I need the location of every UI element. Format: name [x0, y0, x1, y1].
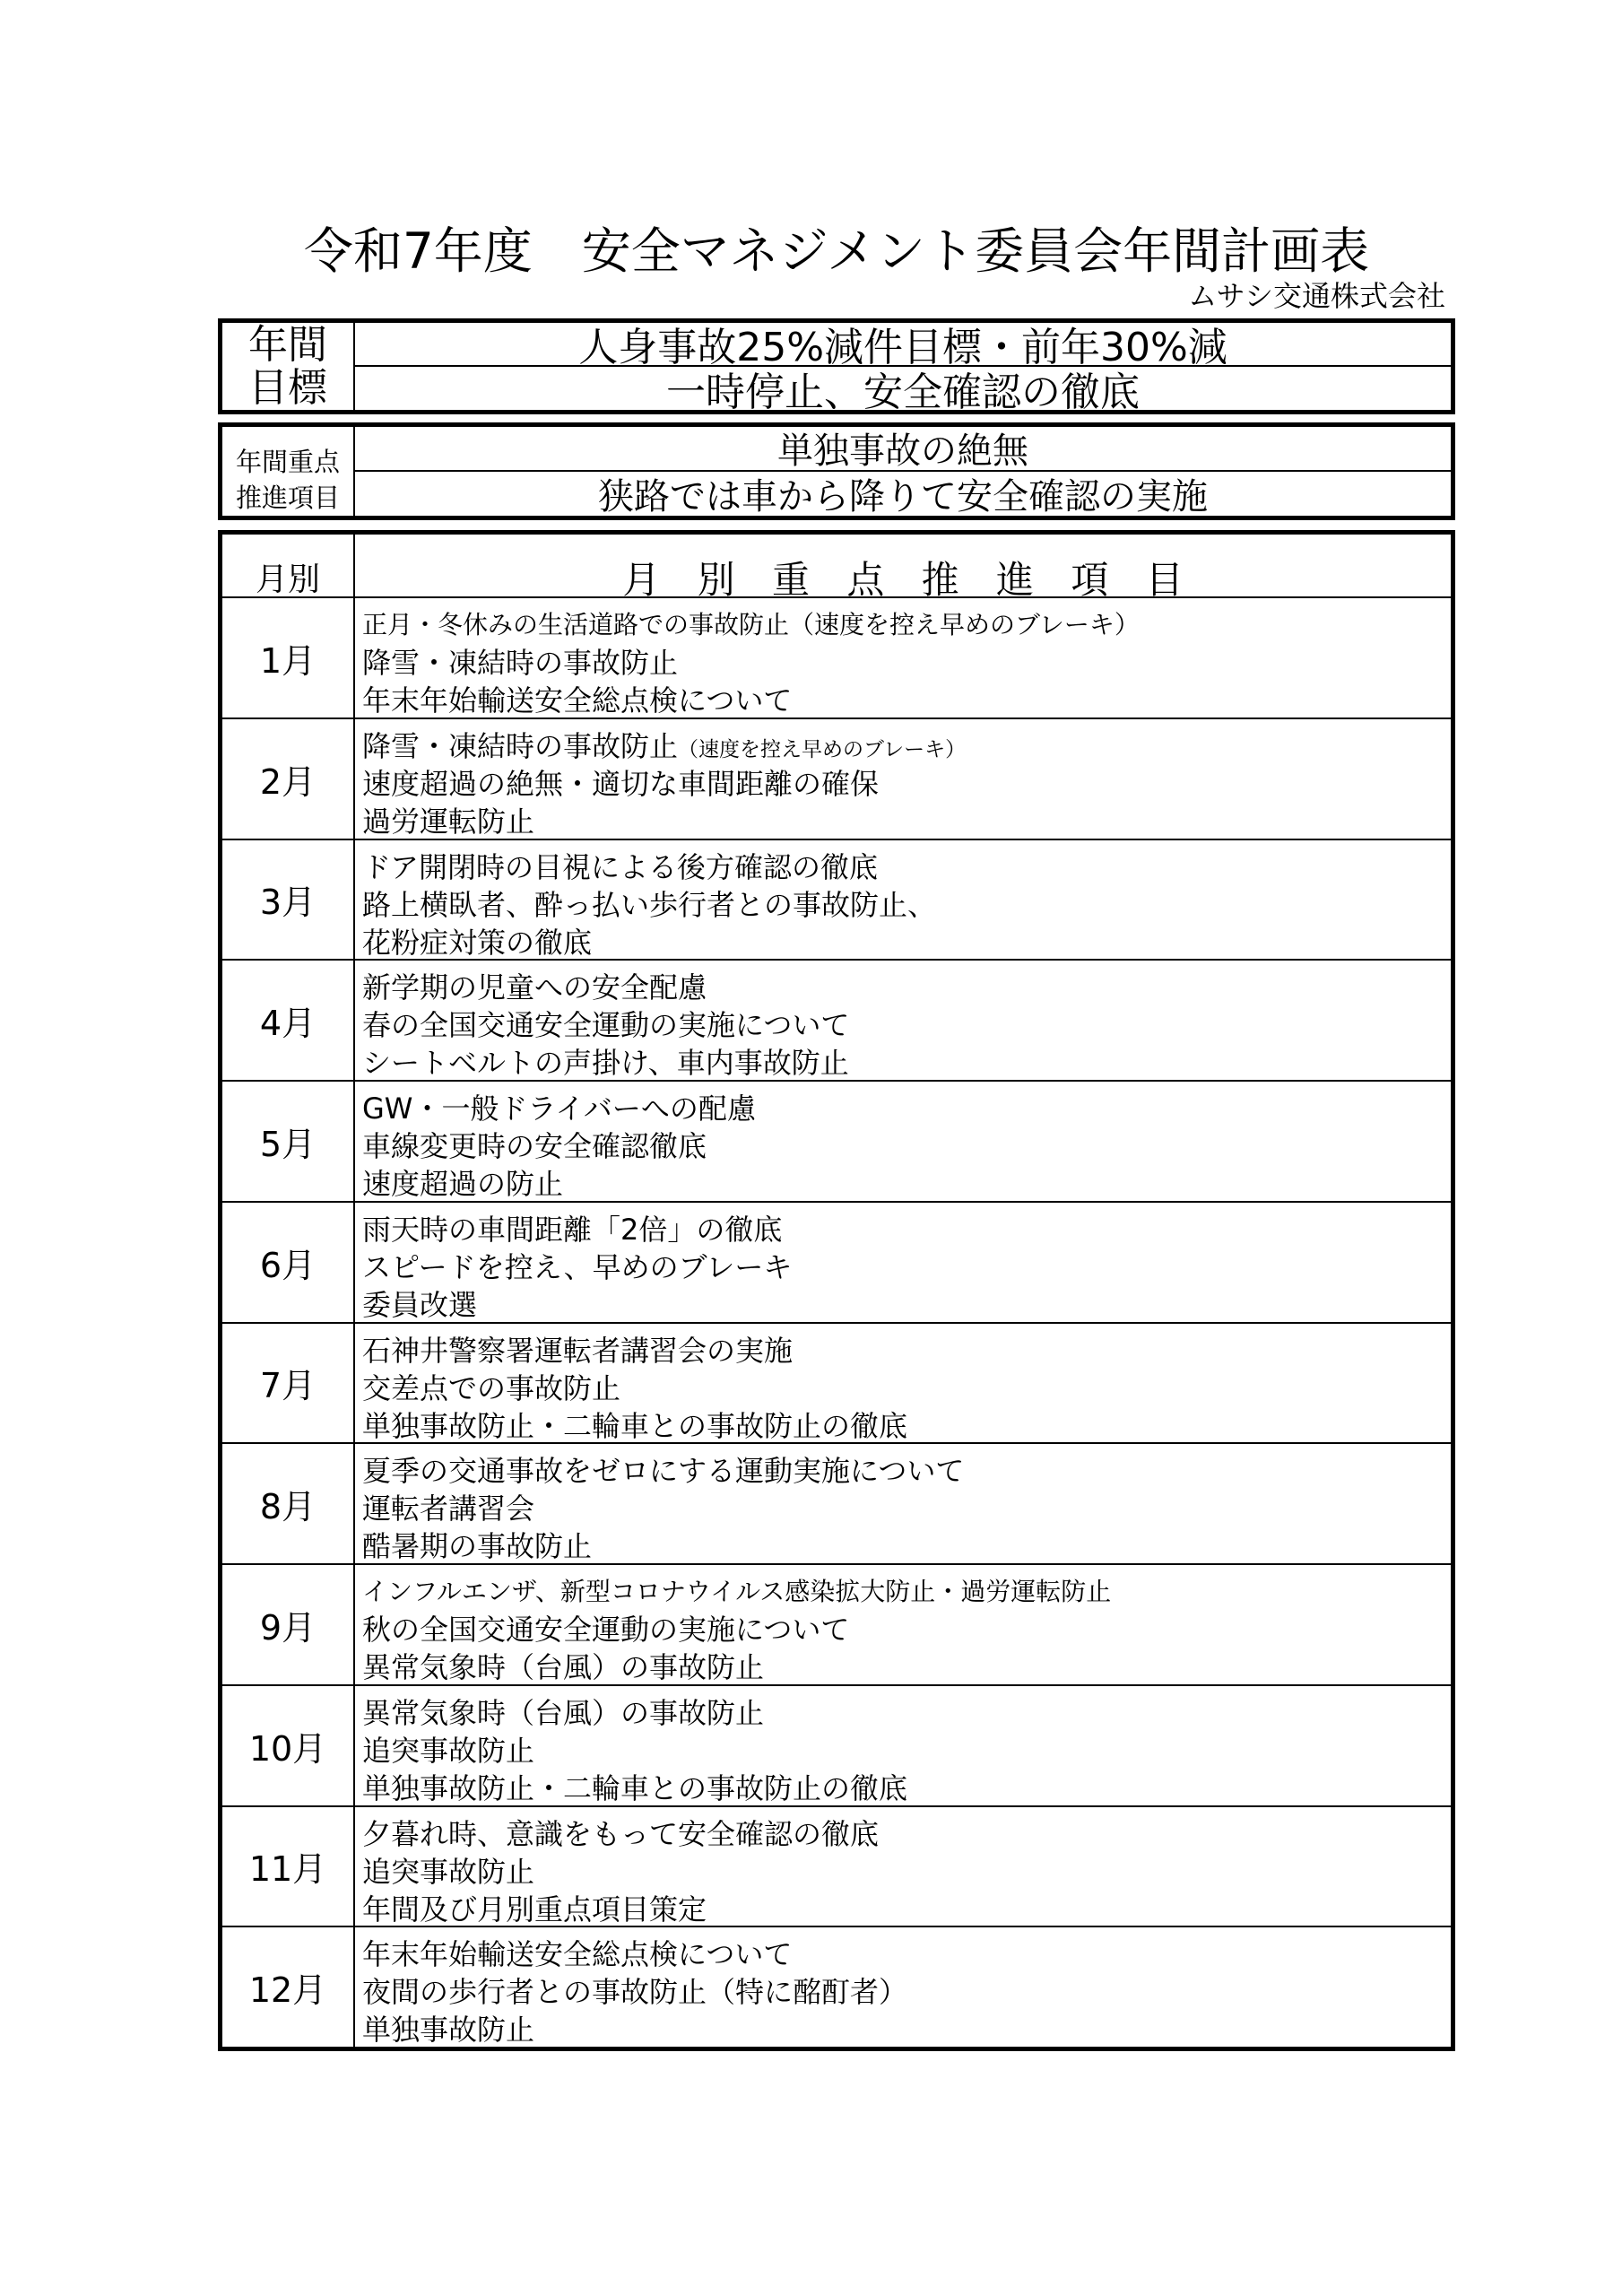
monthly-plan-header [222, 535, 1451, 602]
month-items [355, 1927, 1451, 2047]
month-row [222, 1686, 1451, 1807]
item-line: 車線変更時の安全確認徹底 [362, 1129, 707, 1163]
item-line: 単独事故防止・二輪車との事故防止の徹底 [362, 1770, 908, 1805]
month-items [355, 598, 1451, 718]
item-line: 路上横臥者、酔っ払い歩行者との事故防止、 [362, 887, 937, 922]
item-line: 夕暮れ時、意識をもって安全確認の徹底 [362, 1816, 880, 1851]
annual-priority-label [222, 427, 355, 516]
month-label: 7月 [222, 1324, 355, 1443]
page-title: 令和7年度 安全マネジメント委員会年間計画表 [303, 222, 1370, 280]
month-items [355, 719, 1451, 839]
month-items [355, 1444, 1451, 1563]
header-items-label: 月 別 重 点 推 進 項 目 [622, 557, 1184, 602]
month-label: 10月 [222, 1686, 355, 1805]
item-line: 単独事故防止・二輪車との事故防止の徹底 [362, 1408, 908, 1443]
item-line: 年末年始輸送安全総点検について [362, 683, 793, 718]
annual-goal-table [218, 318, 1455, 414]
month-label: 9月 [222, 1565, 355, 1684]
item-line: スピードを控え、早めのブレーキ [362, 1249, 793, 1284]
item-line: ドア開閉時の目視による後方確認の徹底 [362, 849, 879, 884]
item-line: 年末年始輸送安全総点検について [362, 1937, 793, 1972]
month-label: 4月 [222, 961, 355, 1080]
month-items [355, 1324, 1451, 1443]
month-label: 3月 [222, 840, 355, 960]
annual-goal-label-line: 目標 [248, 364, 327, 411]
item-line: 速度超過の防止 [362, 1167, 564, 1201]
annual-priority-label-line: 推進項目 [235, 482, 340, 513]
item-line-text: 降雪・凍結時の事故防止 [362, 728, 679, 763]
item-line: 秋の全国交通安全運動の実施について [362, 1613, 850, 1647]
item-line: 追突事故防止 [362, 1854, 535, 1889]
annual-priority-table [218, 422, 1455, 520]
header-month-label: 月別 [222, 535, 355, 596]
month-label: 5月 [222, 1082, 355, 1201]
item-line: 追突事故防止 [362, 1733, 535, 1768]
item-line: 交差点での事故防止 [362, 1370, 621, 1405]
item-line: 過労運転防止 [362, 804, 535, 839]
month-row [222, 1324, 1451, 1445]
month-row [222, 840, 1451, 961]
item-line: 降雪・凍結時の事故防止 [362, 646, 679, 680]
item-line: 雨天時の車間距離「2倍」の徹底 [362, 1212, 783, 1247]
month-row [222, 1203, 1451, 1324]
annual-goal-item: 一時停止、安全確認の徹底 [666, 369, 1140, 410]
item-line: 春の全国交通安全運動の実施について [362, 1008, 850, 1043]
item-line: インフルエンザ、新型コロナウイルス感染拡大防止・過労運転防止 [362, 1577, 1112, 1606]
month-row [222, 1444, 1451, 1565]
item-line: 異常気象時（台風）の事故防止 [362, 1650, 765, 1684]
item-line: 異常気象時（台風）の事故防止 [362, 1695, 765, 1730]
item-line: 夜間の歩行者との事故防止（特に酩酊者） [362, 1975, 908, 2010]
company-name: ムサシ交通株式会社 [1188, 279, 1445, 313]
item-line: 速度超過の絶無・適切な車間距離の確保 [362, 766, 880, 801]
annual-priority-item: 狭路では車から降りて安全確認の実施 [598, 475, 1208, 516]
month-items [355, 1807, 1451, 1926]
item-line: 夏季の交通事故をゼロにする運動実施について [362, 1454, 965, 1489]
month-row [222, 1565, 1451, 1686]
item-line: 酷暑期の事故防止 [362, 1529, 593, 1564]
annual-goal-item: 人身事故25%減件目標・前年30%減 [355, 323, 1451, 367]
month-items [355, 961, 1451, 1080]
month-row [222, 1807, 1451, 1928]
month-label: 8月 [222, 1444, 355, 1563]
item-line: シートベルトの声掛け、車内事故防止 [362, 1046, 849, 1081]
item-line: GW・一般ドライバーへの配慮 [362, 1091, 756, 1126]
month-items [355, 1686, 1451, 1805]
month-label: 6月 [222, 1203, 355, 1322]
month-row [222, 719, 1451, 840]
item-line: 新学期の児童への安全配慮 [362, 970, 707, 1005]
annual-goal-label-line: 年間 [248, 321, 327, 368]
month-items [355, 840, 1451, 960]
item-line [362, 727, 1451, 765]
month-items [355, 1082, 1451, 1201]
month-label: 1月 [222, 598, 355, 718]
month-label: 12月 [222, 1927, 355, 2047]
month-label: 11月 [222, 1807, 355, 1926]
month-row [222, 598, 1451, 719]
item-line: 年間及び月別重点項目策定 [362, 1892, 707, 1926]
item-line: 花粉症対策の徹底 [362, 925, 593, 960]
item-line: 単独事故防止 [362, 2013, 535, 2048]
month-row [222, 1927, 1451, 2047]
month-row [222, 1082, 1451, 1203]
item-line: 石神井警察署運転者講習会の実施 [362, 1333, 794, 1368]
item-line: 運転者講習会 [362, 1492, 535, 1526]
month-items [355, 1565, 1451, 1684]
month-items [355, 1203, 1451, 1322]
item-line: 正月・冬休みの生活道路での事故防止（速度を控え早めのブレーキ） [362, 610, 1140, 639]
month-rows [222, 598, 1451, 2047]
monthly-plan-table [218, 530, 1455, 2051]
month-row [222, 961, 1451, 1082]
item-line: 委員改選 [362, 1287, 478, 1322]
month-label: 2月 [222, 719, 355, 839]
item-line-note: （速度を控え早めのブレーキ） [678, 737, 967, 761]
annual-goal-label [222, 323, 355, 410]
annual-priority-item: 単独事故の絶無 [355, 427, 1451, 472]
annual-priority-label-line: 年間重点 [235, 446, 340, 477]
